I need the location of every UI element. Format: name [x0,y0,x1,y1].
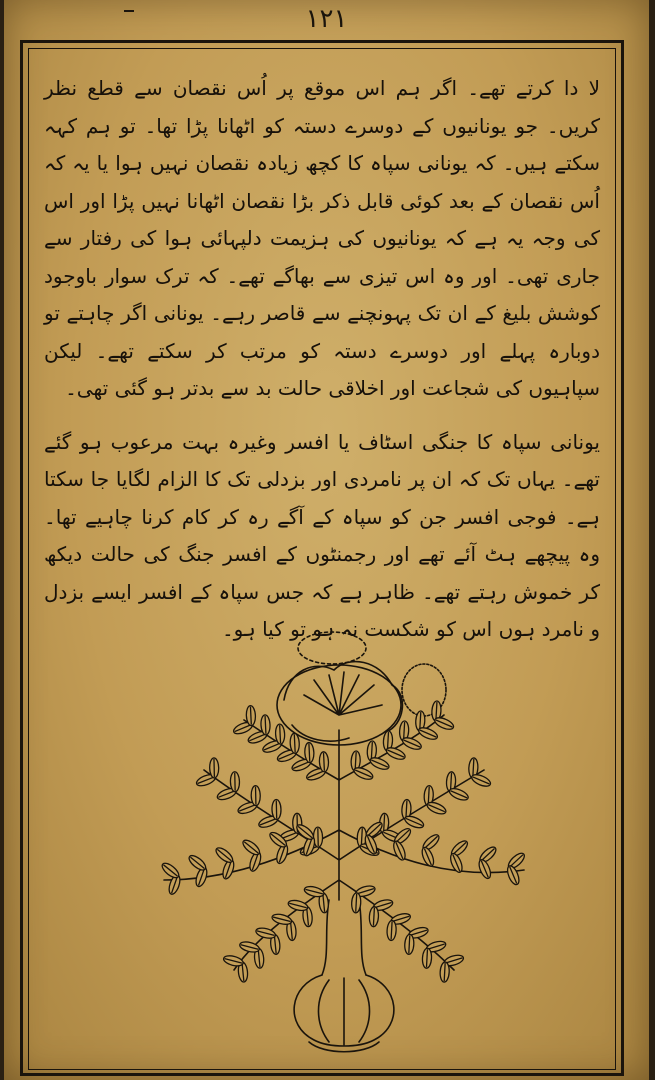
paragraph-1: لا دا کرتے تھے۔ اگر ہم اس موقع پر اُس نقصان سے قطع نظر کریں۔ جو یونانیوں کے دوسرے دستہ کو اٹھانا پڑا تھا۔ تو ہم کہہ سکتے ہیں۔ کہ یونانی سپاہ کا کچھ زیادہ نقصان نہیں ہوا یا یہ کہ اُس نقصان کے بعد کوئی قابل ذکر بڑا نقصان اٹھانا نہیں پڑا اور اس کی وجہ یہ ہے کہ یونانیوں کی ہزیمت دلپہائی ہوا کی رفتار سے جاری تھی۔ اور وہ اس تیزی سے بھاگے تھے۔ کہ ترک سوار باوجود کوشش بلیغ کے ان تک پہونچنے سے قاصر رہے۔ یونانی اگر چاہتے تو دوبارہ پہلے اور دوسرے دستہ کو مرتب کر سکتے تھے۔ لیکن سپاہیوں کی شجاعت اور اخلاقی حالت بد سے بدتر ہو گئی تھی۔ [44,76,600,400]
leaf-vein [309,744,310,762]
leaf-vein [250,707,251,725]
leaf-vein [280,725,281,743]
main-stems [164,715,524,970]
body-text [44,70,600,649]
leaf-vein [324,753,325,771]
page-number: ۱۲۱ [305,4,348,34]
vase-ribs [318,978,369,1045]
leaf-vein [265,716,266,734]
leaf-vein [294,734,295,752]
flower-rays [304,672,382,715]
flower-vase-engraving-icon [124,630,564,1060]
flower-bud-top [298,632,366,664]
paragraph-2: یونانی سپاہ کا جنگی اسٹاف یا افسر وغیرہ بہت مرعوب ہو گئے تھے۔ یہاں تک کہ ان پر نامردی اور بزدلی تک کا الزام لگایا جا سکتا ہے۔ فوجی افسر جن کو سپاہ کے آگے رہ کر کام کرنا چاہیے تھا۔ وہ پیچھے ہٹ آئے تھے اور رجمنٹوں کے افسر جنگ کی حالت دیکھ کر خموش رہتے تھے۔ ظاہر ہے کہ جس سپاہ کے افسر ایسے بزدل و نامرد ہوں اس کو شکست نہ ہو تو کیا ہو۔ [44,429,600,641]
book-page [4,0,649,1080]
vase-neck [322,900,366,975]
